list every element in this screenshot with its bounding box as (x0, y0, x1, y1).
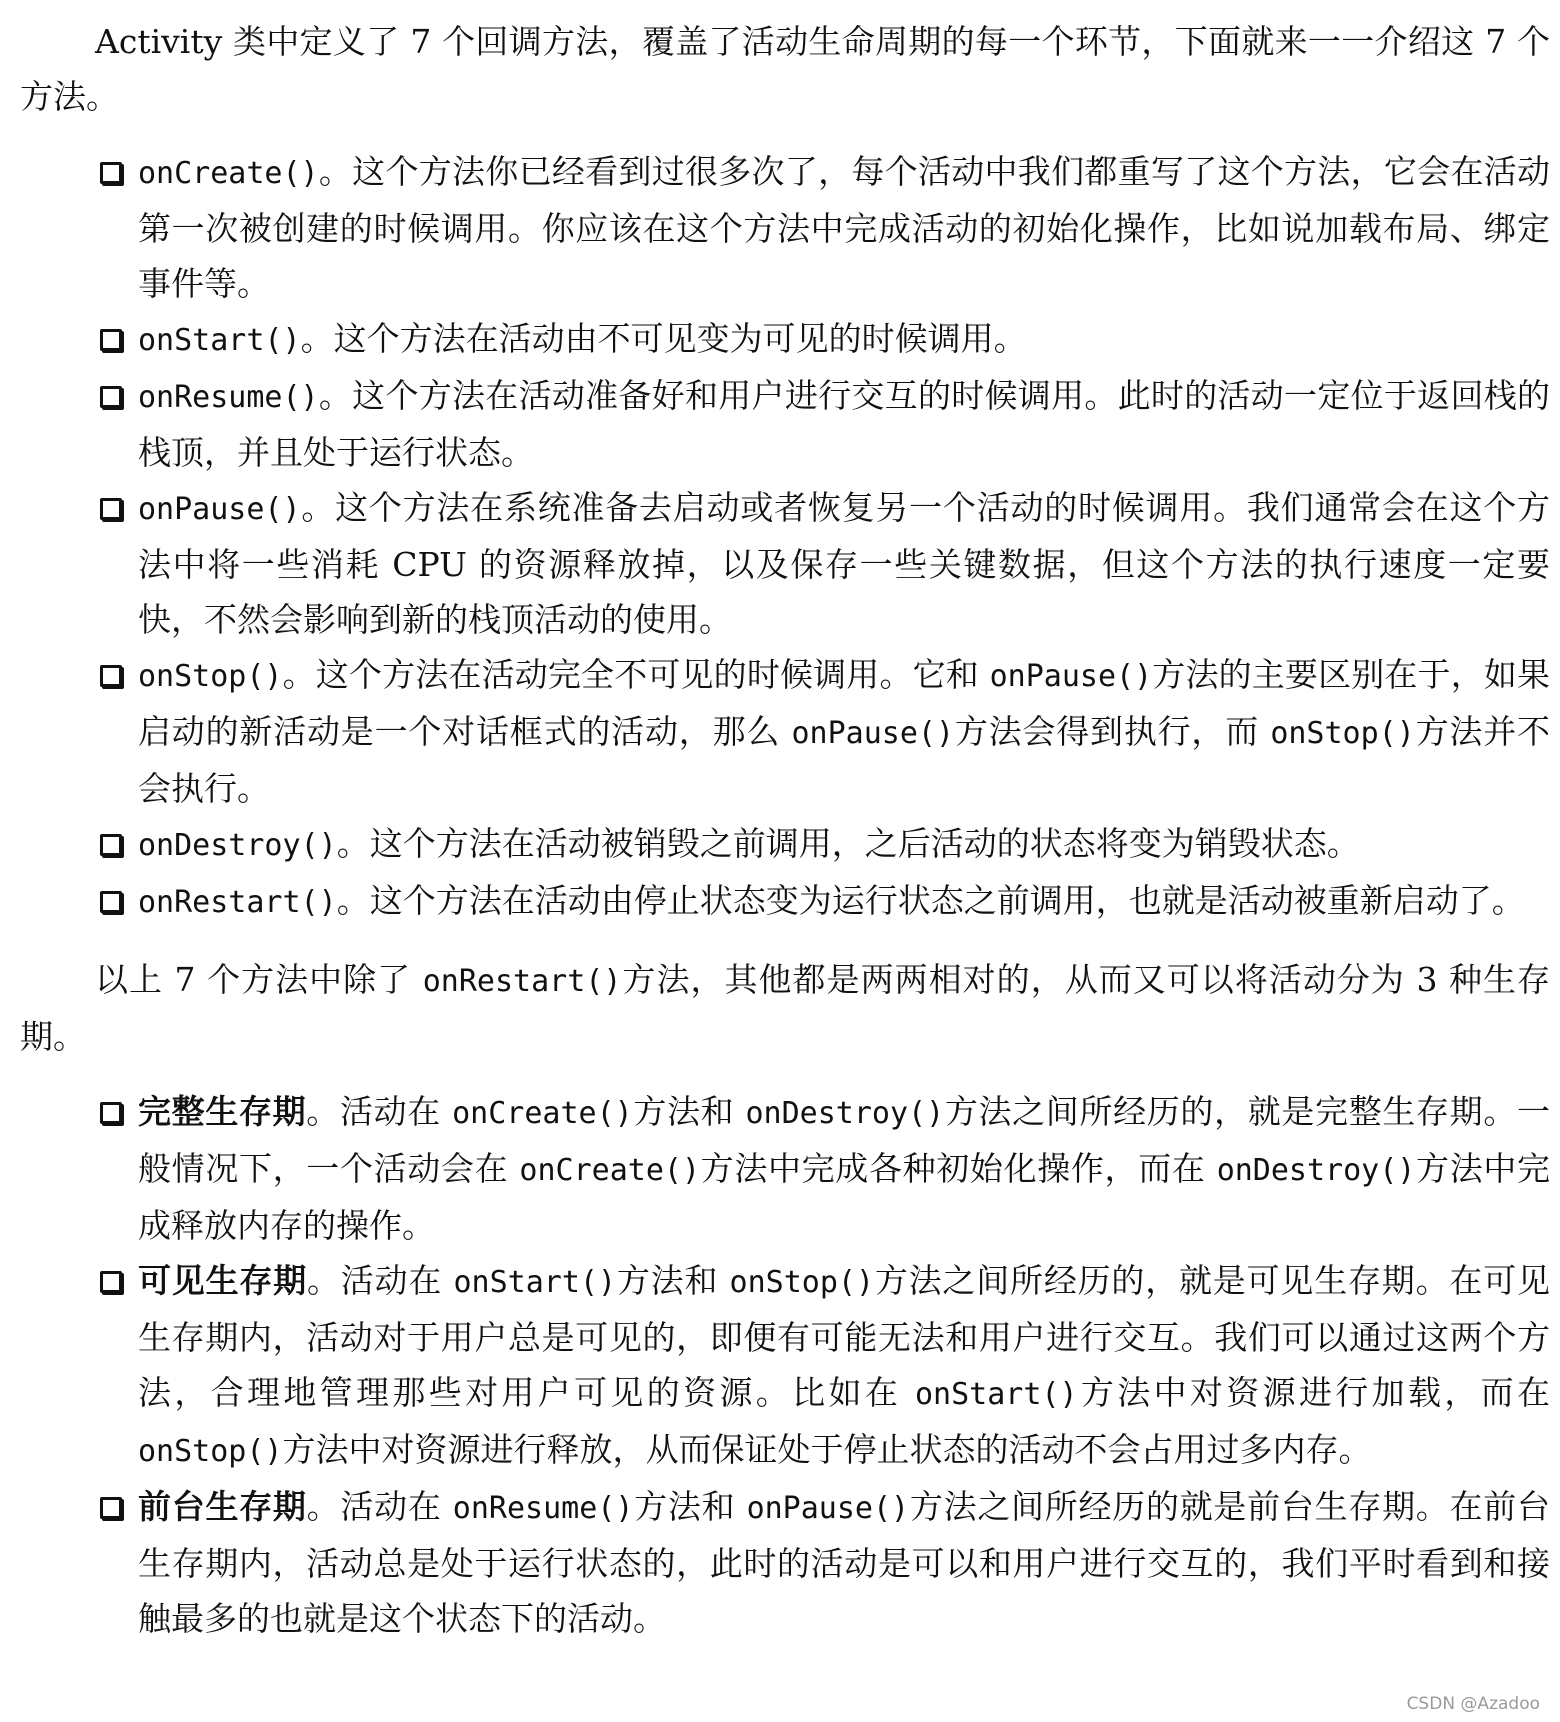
lifetime-text: 方法之间所经历的，就是可见生存期。在可见生存期内，活动对于用户总是可见的，即便有可能无法和用户进行交互。我们可以通过这两个方法，合理地管理那些对用户可见的资源。比如在 (138, 1261, 1550, 1412)
lifetime-text: 方法之间所经历的，就是完整生存期。一般情况下，一个活动会在 (138, 1092, 1551, 1188)
method-description: 方法会得到执行，而 (954, 712, 1271, 751)
lifetime-text: 方法之间所经历的就是前台生存期。在前台生存期内，活动总是处于运行状态的，此时的活动是可以和用户进行交互的，我们平时看到和接触最多的也就是这个状态下的活动。 (138, 1487, 1550, 1638)
checkbox-bullet-icon (100, 665, 122, 687)
list-item-foreground-lifetime (20, 1479, 1550, 1646)
lifetime-text: 方法中对资源进行加载，而在 (1077, 1373, 1550, 1412)
list-item-onstart (20, 311, 1550, 368)
summary-paragraph (20, 952, 1550, 1064)
checkbox-bullet-icon (100, 1102, 122, 1124)
summary-text: 以上 7 个方法中除了 (95, 960, 423, 999)
method-description: 。这个方法在活动完全不可见的时候调用。它和 (282, 655, 990, 694)
method-name: onCreate() (138, 156, 319, 191)
callback-method-list (20, 144, 1550, 930)
checkbox-bullet-icon (100, 498, 122, 520)
method-name: onStop() (138, 659, 283, 694)
checkbox-bullet-icon (100, 386, 122, 408)
intro-paragraph: Activity 类中定义了 7 个回调方法，覆盖了活动生命周期的每一个环节，下面就来一一介绍这 7 个方法。 (20, 22, 1550, 116)
method-name: onResume() (138, 380, 319, 415)
method-name: onPause() (138, 492, 301, 527)
inline-code: onResume() (452, 1491, 634, 1526)
list-item-entire-lifetime (20, 1084, 1550, 1253)
checkbox-bullet-icon (100, 162, 122, 184)
inline-code: onPause() (989, 659, 1153, 694)
checkbox-bullet-icon (100, 1271, 122, 1293)
inline-code: onStart() (915, 1377, 1078, 1412)
method-description: 。这个方法在活动由停止状态变为运行状态之前调用，也就是活动被重新启动了。 (336, 881, 1525, 920)
inline-code: onCreate() (519, 1153, 701, 1188)
lifetime-text: 。活动在 (306, 1092, 453, 1131)
method-description: 。这个方法在活动被销毁之前调用，之后活动的状态将变为销毁状态。 (336, 824, 1360, 863)
method-name: onStart() (138, 323, 301, 358)
inline-code: onPause() (746, 1491, 910, 1526)
method-description: 。这个方法在活动准备好和用户进行交互的时候调用。此时的活动一定位于返回栈的栈顶，并且处于运行状态。 (138, 376, 1550, 472)
checkbox-bullet-icon (100, 1497, 122, 1519)
inline-code: onStop() (1270, 716, 1415, 751)
list-item-ondestroy (20, 816, 1550, 873)
lifetime-text: 方法中完成各种初始化操作，而在 (700, 1149, 1217, 1188)
summary-text: 方法，其他都是两两相对的，从而又可以将活动分为 3 种生存期。 (20, 960, 1550, 1056)
inline-code: onStop() (138, 1434, 283, 1469)
lifetime-text: 方法和 (632, 1092, 746, 1131)
method-name: onRestart() (138, 885, 337, 920)
inline-code: onCreate() (452, 1096, 633, 1131)
checkbox-bullet-icon (100, 329, 122, 351)
checkbox-bullet-icon (100, 834, 122, 856)
method-description: 。这个方法在活动由不可见变为可见的时候调用。 (300, 319, 1027, 358)
lifetime-text: 。活动在 (307, 1261, 454, 1300)
lifetime-term: 可见生存期 (138, 1261, 307, 1300)
method-description: 方法并不会执行。 (138, 712, 1551, 808)
lifetime-text: 。活动在 (306, 1487, 453, 1526)
lifetime-text: 方法中对资源进行释放，从而保证处于停止状态的活动不会占用过多内存。 (282, 1430, 1372, 1469)
list-item-visible-lifetime (20, 1253, 1550, 1479)
list-item-onresume (20, 368, 1550, 480)
method-description: 方法的主要区别在于，如果启动的新活动是一个对话框式的活动，那么 (138, 655, 1551, 751)
inline-code: onDestroy() (1216, 1153, 1416, 1188)
lifetime-text: 方法和 (616, 1261, 730, 1300)
inline-code: onStop() (729, 1265, 875, 1300)
lifetime-term: 前台生存期 (138, 1487, 307, 1526)
inline-code: onRestart() (422, 964, 622, 999)
lifetime-list (20, 1084, 1550, 1646)
list-item-onpause (20, 480, 1550, 647)
inline-code: onDestroy() (745, 1096, 945, 1131)
lifetime-text: 方法和 (633, 1487, 747, 1526)
inline-code: onPause() (791, 716, 955, 751)
list-item-oncreate (20, 144, 1550, 311)
lifetime-text: 方法中完成释放内存的操作。 (138, 1149, 1551, 1245)
method-description: 。这个方法在系统准备去启动或者恢复另一个活动的时候调用。我们通常会在这个方法中将一些消耗 CPU 的资源释放掉，以及保存一些关键数据，但这个方法的执行速度一定要快，不然会影响到新的栈顶活动的使用。 (138, 488, 1550, 639)
inline-code: onStart() (453, 1265, 617, 1300)
lifetime-term: 完整生存期 (138, 1092, 307, 1131)
method-name: onDestroy() (138, 828, 337, 863)
document-page (20, 14, 1550, 1646)
checkbox-bullet-icon (100, 891, 122, 913)
list-item-onstop (20, 647, 1550, 816)
list-item-onrestart (20, 873, 1550, 930)
method-description: 。这个方法你已经看到过很多次了，每个活动中我们都重写了这个方法，它会在活动第一次被创建的时候调用。你应该在这个方法中完成活动的初始化操作，比如说加载布局、绑定事件等。 (138, 152, 1550, 303)
watermark-label: CSDN @Azadoo (1406, 1694, 1540, 1714)
